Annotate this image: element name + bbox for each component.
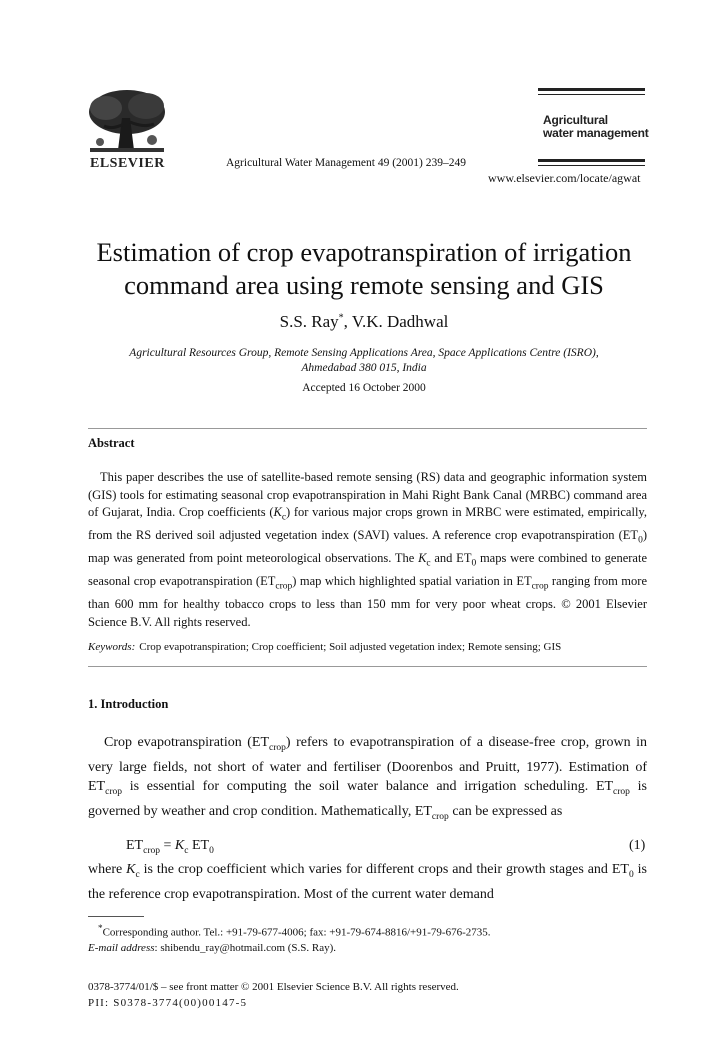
abstract-body [88,469,647,631]
abstract-text: ranging from more than 600 mm for healthy tobacco crops to less than 150 mm for very poor wheat crops. [88,574,647,611]
author-dadhwal: , V.K. Dadhwal [343,312,449,331]
etcrop-subscript: crop [275,581,293,592]
intro-text: Crop evapotranspiration ( [104,735,252,750]
pii-line: PII: S0378-3774(00)00147-5 [88,997,248,1009]
kc-subscript: c [184,845,189,856]
corresponding-author-info: Corresponding author. Tel.: +91-79-677-4006; fax: +91-79-674-8816/+91-79-676-2735. [102,926,491,939]
equals-sign: = [160,838,175,853]
abstract-bottom-rule [88,666,647,667]
abstract-top-rule [88,428,647,429]
et-symbol: ET [595,778,614,794]
keywords-list: Crop evapotranspiration; Crop coefficient; Soil adjusted vegetation index; Remote sensing; GIS [139,641,562,653]
journal-header-bar-bottom-thin [538,165,645,166]
accepted-date: Accepted 16 October 2000 [302,382,426,394]
intro-text: ) refers to evapotranspiration of a disease-free crop, grown in very large fields, not short of water and fertiliser (Doorenbos and Pruitt, 1977). Estimation of [88,735,647,775]
kc-symbol: K [126,862,136,877]
et0-subscript: 0 [209,845,214,856]
abstract-copyright: © 2001 Elsevier Science B.V. All rights reserved. [88,597,648,629]
etcrop-subscript: crop [105,786,122,797]
abstract-heading: Abstract [88,436,135,450]
journal-url[interactable]: www.elsevier.com/locate/agwat [488,171,641,185]
journal-name [543,114,649,140]
abstract-text: and ET [430,551,472,565]
et0-subscript: 0 [638,535,643,546]
affiliation-line2: Ahmedabad 380 015, India [301,362,427,374]
author-list [0,312,728,332]
journal-name-line2: water management [543,126,649,140]
abstract-text: This paper describes the use of satellite-based remote sensing (RS) data and geographic information system (GIS) tools for estimating seasonal crop evapotranspiration in Mahi Right Bank Canal (MRBC) command area of Gujarat, India. Crop coefficients ( [88,470,647,519]
email-label: E-mail address [88,941,155,954]
section-heading-introduction: 1. Introduction [88,697,169,711]
abstract-text: ) map was generated from point meteorological observations. The [88,528,647,565]
footnote-rule [88,916,144,917]
intro-text: is governed by weather and crop condition. Mathematically, [88,778,647,819]
intro-text: can be expressed as [448,803,563,819]
intro-text: where [88,862,127,877]
equation-number: (1) [629,838,646,853]
et-symbol: ET [251,735,270,750]
intro-text: is the crop coefficient which varies for different crops and their growth stages and ET [139,862,629,877]
author-ray: S.S. Ray [279,312,339,331]
introduction-paragraph [88,733,647,826]
journal-header-bar-bottom [538,159,645,162]
kc-symbol: K [174,838,185,853]
et-symbol: ET [191,838,210,853]
kc-subscript: c [426,558,431,569]
journal-header-bar-top-thin [538,94,645,95]
etcrop-subscript: crop [143,845,160,856]
et-symbol: ET [414,803,432,819]
intro-text: is the reference crop evapotranspiration. Most of the current water demand [88,862,647,902]
affiliation [60,346,668,376]
et0-subscript: 0 [471,558,477,569]
etcrop-subscript: crop [431,811,449,822]
journal-header-bar-top [538,88,645,91]
kc-symbol: K [273,505,282,519]
footnote-mark: * [98,923,103,933]
abstract-text: maps were combined to generate seasonal crop evapotranspiration (ET [88,551,647,588]
etcrop-subscript: crop [531,581,549,592]
kc-subscript: c [281,512,287,523]
abstract-text: ) map which highlighted spatial variation in ET [292,574,532,588]
etcrop-subscript: crop [269,742,286,753]
issn-line: 0378-3774/01/$ – see front matter © 2001 Elsevier Science B.V. All rights reserved. [88,981,459,993]
front-matter [88,979,459,1011]
kc-subscript: c [135,869,140,880]
keywords-label: Keywords: [88,641,136,653]
corresponding-mark: * [338,312,344,324]
publisher-name: ELSEVIER [90,156,165,171]
etcrop-subscript: crop [613,786,630,797]
et-symbol: ET [126,838,144,853]
affiliation-line1: Agricultural Resources Group, Remote Sensing Applications Area, Space Applications Centre (ISRO), [129,347,599,359]
intro-text: is essential for computing the soil water balance and irrigation scheduling. [122,778,596,794]
equation-1 [126,838,214,856]
journal-citation: Agricultural Water Management 49 (2001) 239–249 [226,157,466,169]
et-symbol: ET [88,778,106,794]
journal-name-line1: Agricultural [543,113,608,127]
abstract-text: ) for various major crops grown in MRBC were estimated, empirically, from the RS derived soil adjusted vegetation index (SAVI) values. A reference crop evapotranspiration (ET [88,505,647,542]
email-address[interactable]: : shibendu_ray@hotmail.com (S.S. Ray). [154,941,337,954]
kc-symbol: K [418,551,427,565]
introduction-paragraph-continued [88,860,647,904]
article-title: Estimation of crop evapotranspiration of irrigation command area using remote sensing and GIS [96,237,632,300]
keywords [88,641,647,653]
et0-subscript: 0 [628,869,634,880]
footnote [88,921,647,956]
